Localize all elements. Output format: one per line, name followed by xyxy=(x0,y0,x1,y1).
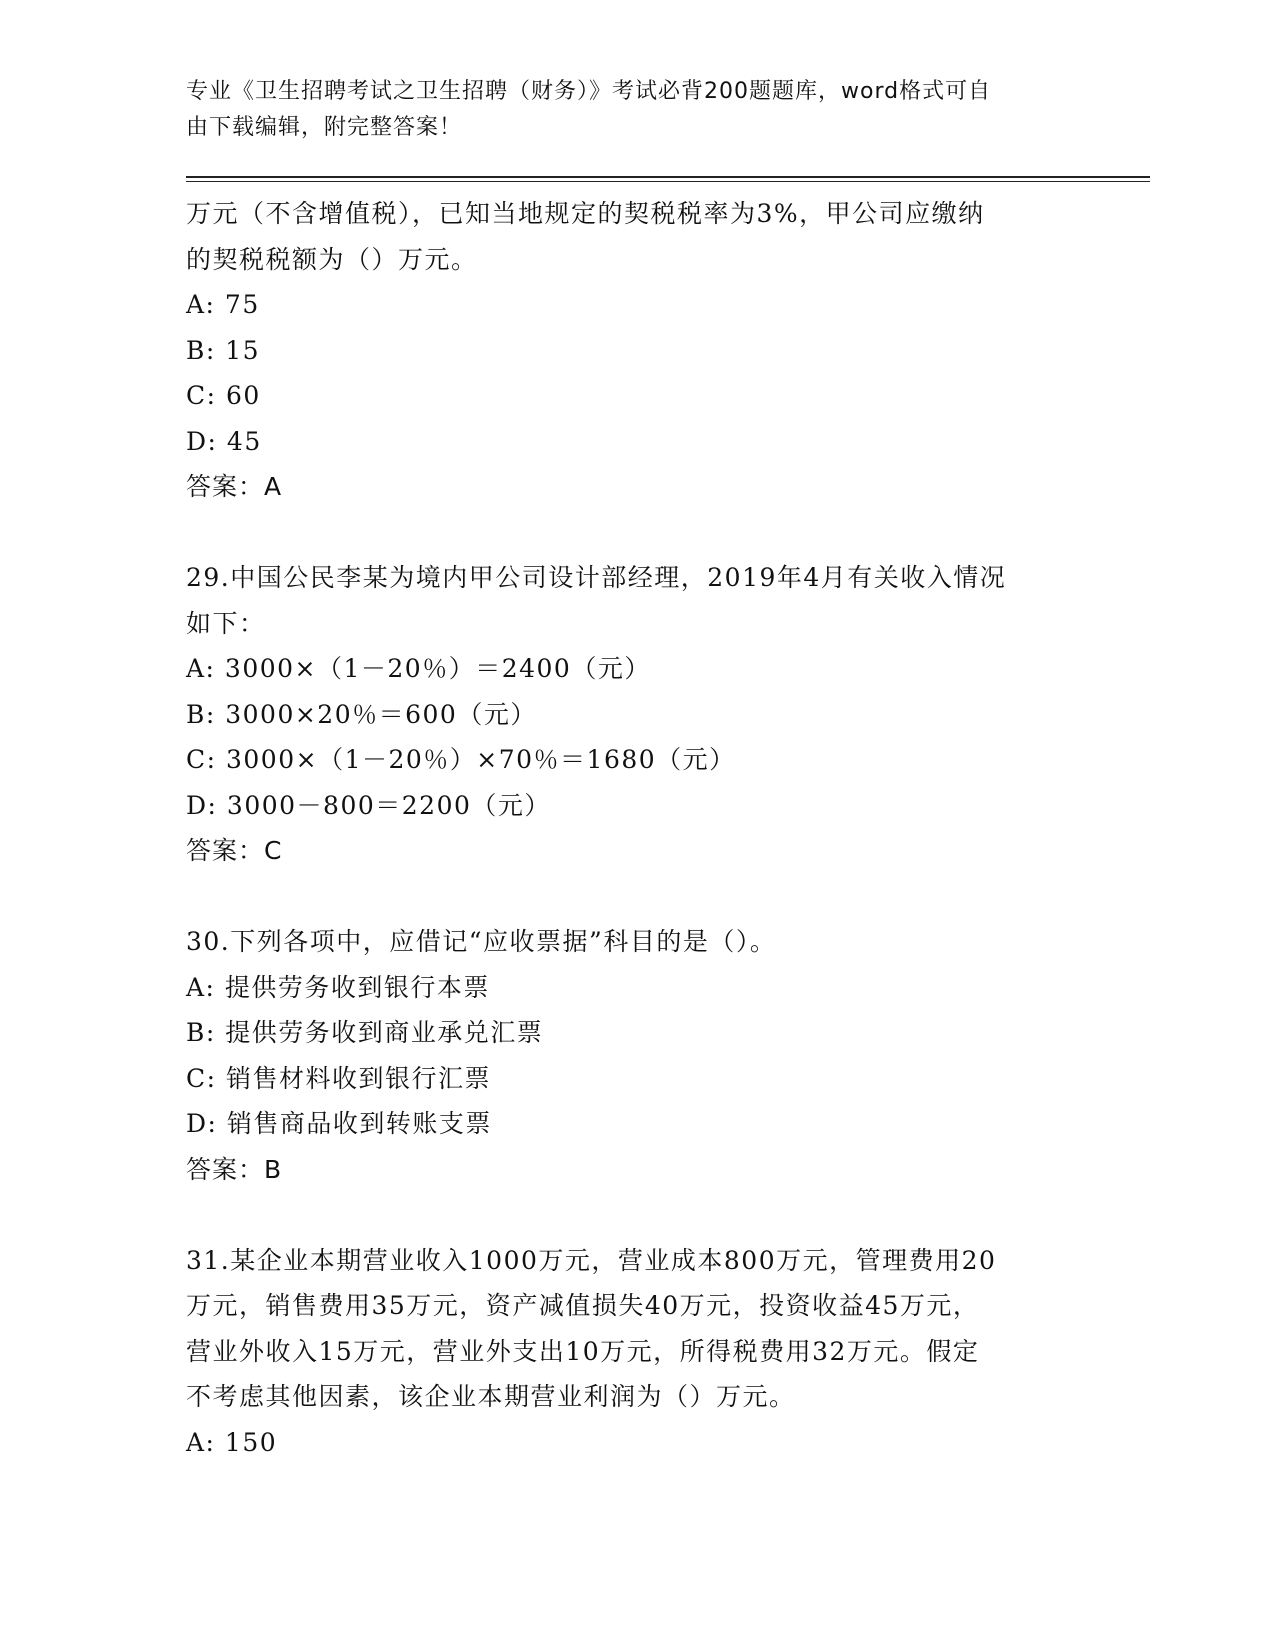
question-stem-line: 万元，销售费用35万元，资产减值损失40万元，投资收益45万元， xyxy=(186,1291,980,1320)
question-stem-line: 营业外收入15万元，营业外支出10万元，所得税费用32万元。假定 xyxy=(186,1336,980,1366)
option-b: B: 3000×20％＝600（元） xyxy=(186,699,537,729)
option-c: C: 销售材料收到银行汇票 xyxy=(186,1063,491,1093)
question-28 xyxy=(186,191,1086,510)
option-a: A: 150 xyxy=(186,1427,278,1457)
spacer xyxy=(186,510,1086,556)
question-31 xyxy=(186,1238,1086,1466)
option-d: D: 3000－800＝2200（元） xyxy=(186,790,551,820)
spacer xyxy=(186,874,1086,920)
document-header xyxy=(186,74,1066,146)
answer-line: 答案：B xyxy=(186,1154,283,1184)
option-d: D: 45 xyxy=(186,426,262,456)
question-stem-line: 29.中国公民李某为境内甲公司设计部经理，2019年4月有关收入情况 xyxy=(186,563,1007,592)
document-body xyxy=(186,191,1086,1465)
option-a: A: 3000×（1－20％）＝2400（元） xyxy=(186,654,651,683)
question-29 xyxy=(186,555,1086,874)
option-a: A: 提供劳务收到银行本票 xyxy=(186,972,490,1002)
header-divider-thin xyxy=(186,181,1150,182)
option-c: C: 3000×（1－20％）×70％＝1680（元） xyxy=(186,745,736,774)
question-stem-line: 不考虑其他因素，该企业本期营业利润为（）万元。 xyxy=(186,1382,796,1411)
option-c: C: 60 xyxy=(186,381,261,410)
question-30 xyxy=(186,919,1086,1192)
answer-line: 答案：C xyxy=(186,836,283,865)
option-b: B: 15 xyxy=(186,335,261,365)
header-divider-thick xyxy=(186,176,1150,178)
question-stem-line: 万元（不含增值税），已知当地规定的契税税率为3%，甲公司应缴纳 xyxy=(186,199,985,228)
header-line-1: 专业《卫生招聘考试之卫生招聘（财务）》考试必背200题题库，word格式可自 xyxy=(186,79,992,104)
option-d: D: 销售商品收到转账支票 xyxy=(186,1109,492,1138)
spacer xyxy=(186,1192,1086,1238)
header-line-2: 由下载编辑，附完整答案！ xyxy=(186,115,463,140)
question-stem-line: 的契税税额为（）万元。 xyxy=(186,244,478,274)
question-stem-line: 30.下列各项中，应借记“应收票据”科目的是（）。 xyxy=(186,927,777,956)
question-stem-line: 如下： xyxy=(186,608,266,638)
question-stem-line: 31.某企业本期营业收入1000万元，营业成本800万元，管理费用20 xyxy=(186,1245,997,1275)
answer-line: 答案：A xyxy=(186,472,283,501)
option-a: A: 75 xyxy=(186,290,260,319)
option-b: B: 提供劳务收到商业承兑汇票 xyxy=(186,1018,544,1047)
